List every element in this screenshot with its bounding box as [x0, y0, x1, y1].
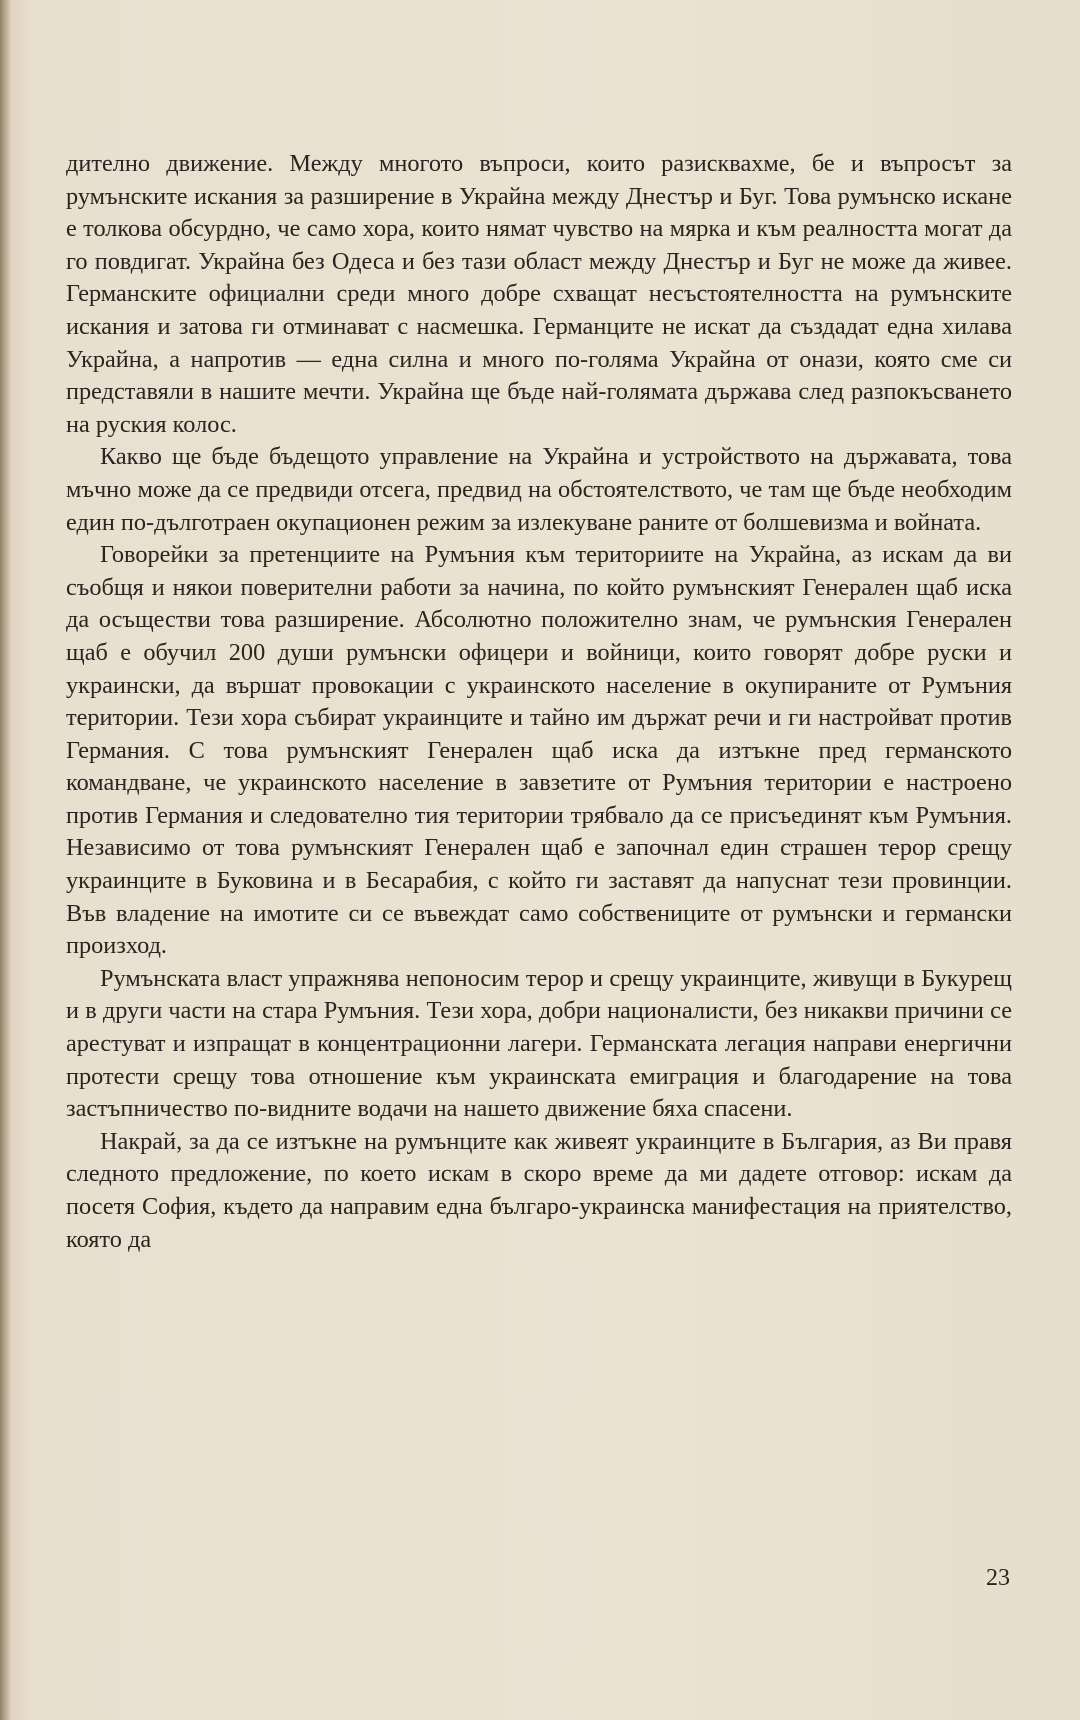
paragraph: Накрай, за да се изтъкне на румънците как живеят украинците в България, аз Ви правя следното предложение, по което искам в скоро време да ми дадете отговор: искам да посетя София, където да направим една българо-украинска манифестация на приятелство, която да [66, 1127, 1012, 1253]
paragraph: Румънската власт упражнява непоносим терор и срещу украинците, живущи в Букурещ и в други части на стара Румъния. Тези хора, добри националисти, без никакви причини се арестуват и изпращат в концентрационни лагери. Германската легация направи енергични протести срещу това отношение към украинската емиграция и благодарение на това застъпничество по-видните водачи на нашето движение бяха спасени. [66, 964, 1012, 1123]
body-text [66, 148, 1012, 1256]
binding-edge [0, 0, 10, 1720]
page-number: 23 [986, 1565, 1010, 1591]
paragraph: Какво ще бъде бъдещото управление на Украйна и устройството на държавата, това мъчно може да се предвиди отсега, предвид на обстоятелството, че там ще бъде необходим един по-дълготраен окупационен режим за излекуване раните от болшевизма и войната. [66, 443, 1012, 536]
paragraph: дително движение. Между многото въпроси, които разисквахме, бе и въпросът за румънските искания за разширение в Украйна между Днестър и Буг. Това румънско искане е толкова обсурдно, че само хора, които нямат чувство на мярка и към реалността могат да го повдигат. Украйна без Одеса и без тази област между Днестър и Буг не може да живее. Германските официални среди много добре схващат несъстоятелността на румънските искания и затова ги отминават с насмешка. Германците не искат да създадат една хилава Украйна, а напротив — една силна и много по-голяма Украйна от онази, която сме си представяли в нашите мечти. Украйна ще бъде най-голямата държава след разпокъсването на руския колос. [66, 150, 1012, 438]
paragraph: Говорейки за претенциите на Румъния към териториите на Украйна, аз искам да ви съобщя и някои поверителни работи за начина, по който румънският Генерален щаб иска да осъществи това разширение. Абсолютно положително знам, че румънския Генерален щаб е обучил 200 души румънски офицери и войници, които говорят добре руски и украински, да вършат провокации с украинското население в окупираните от Румъния територии. Тези хора събират украинците и тайно им държат речи и ги настройват против Германия. С това румънският Генерален щаб иска да изтъкне пред германското командване, че украинското население в завзетите от Румъния територии е настроено против Германия и следователно тия територии трябвало да се присъединят към Румъния. Независимо от това румънският Генерален щаб е започнал един страшен терор срещу украинците в Буковина и в Бесарабия, с който ги заставят да напуснат тези провинции. Във владение на имотите си се въвеждат само собствениците от румънски и германски произход. [66, 541, 1012, 960]
